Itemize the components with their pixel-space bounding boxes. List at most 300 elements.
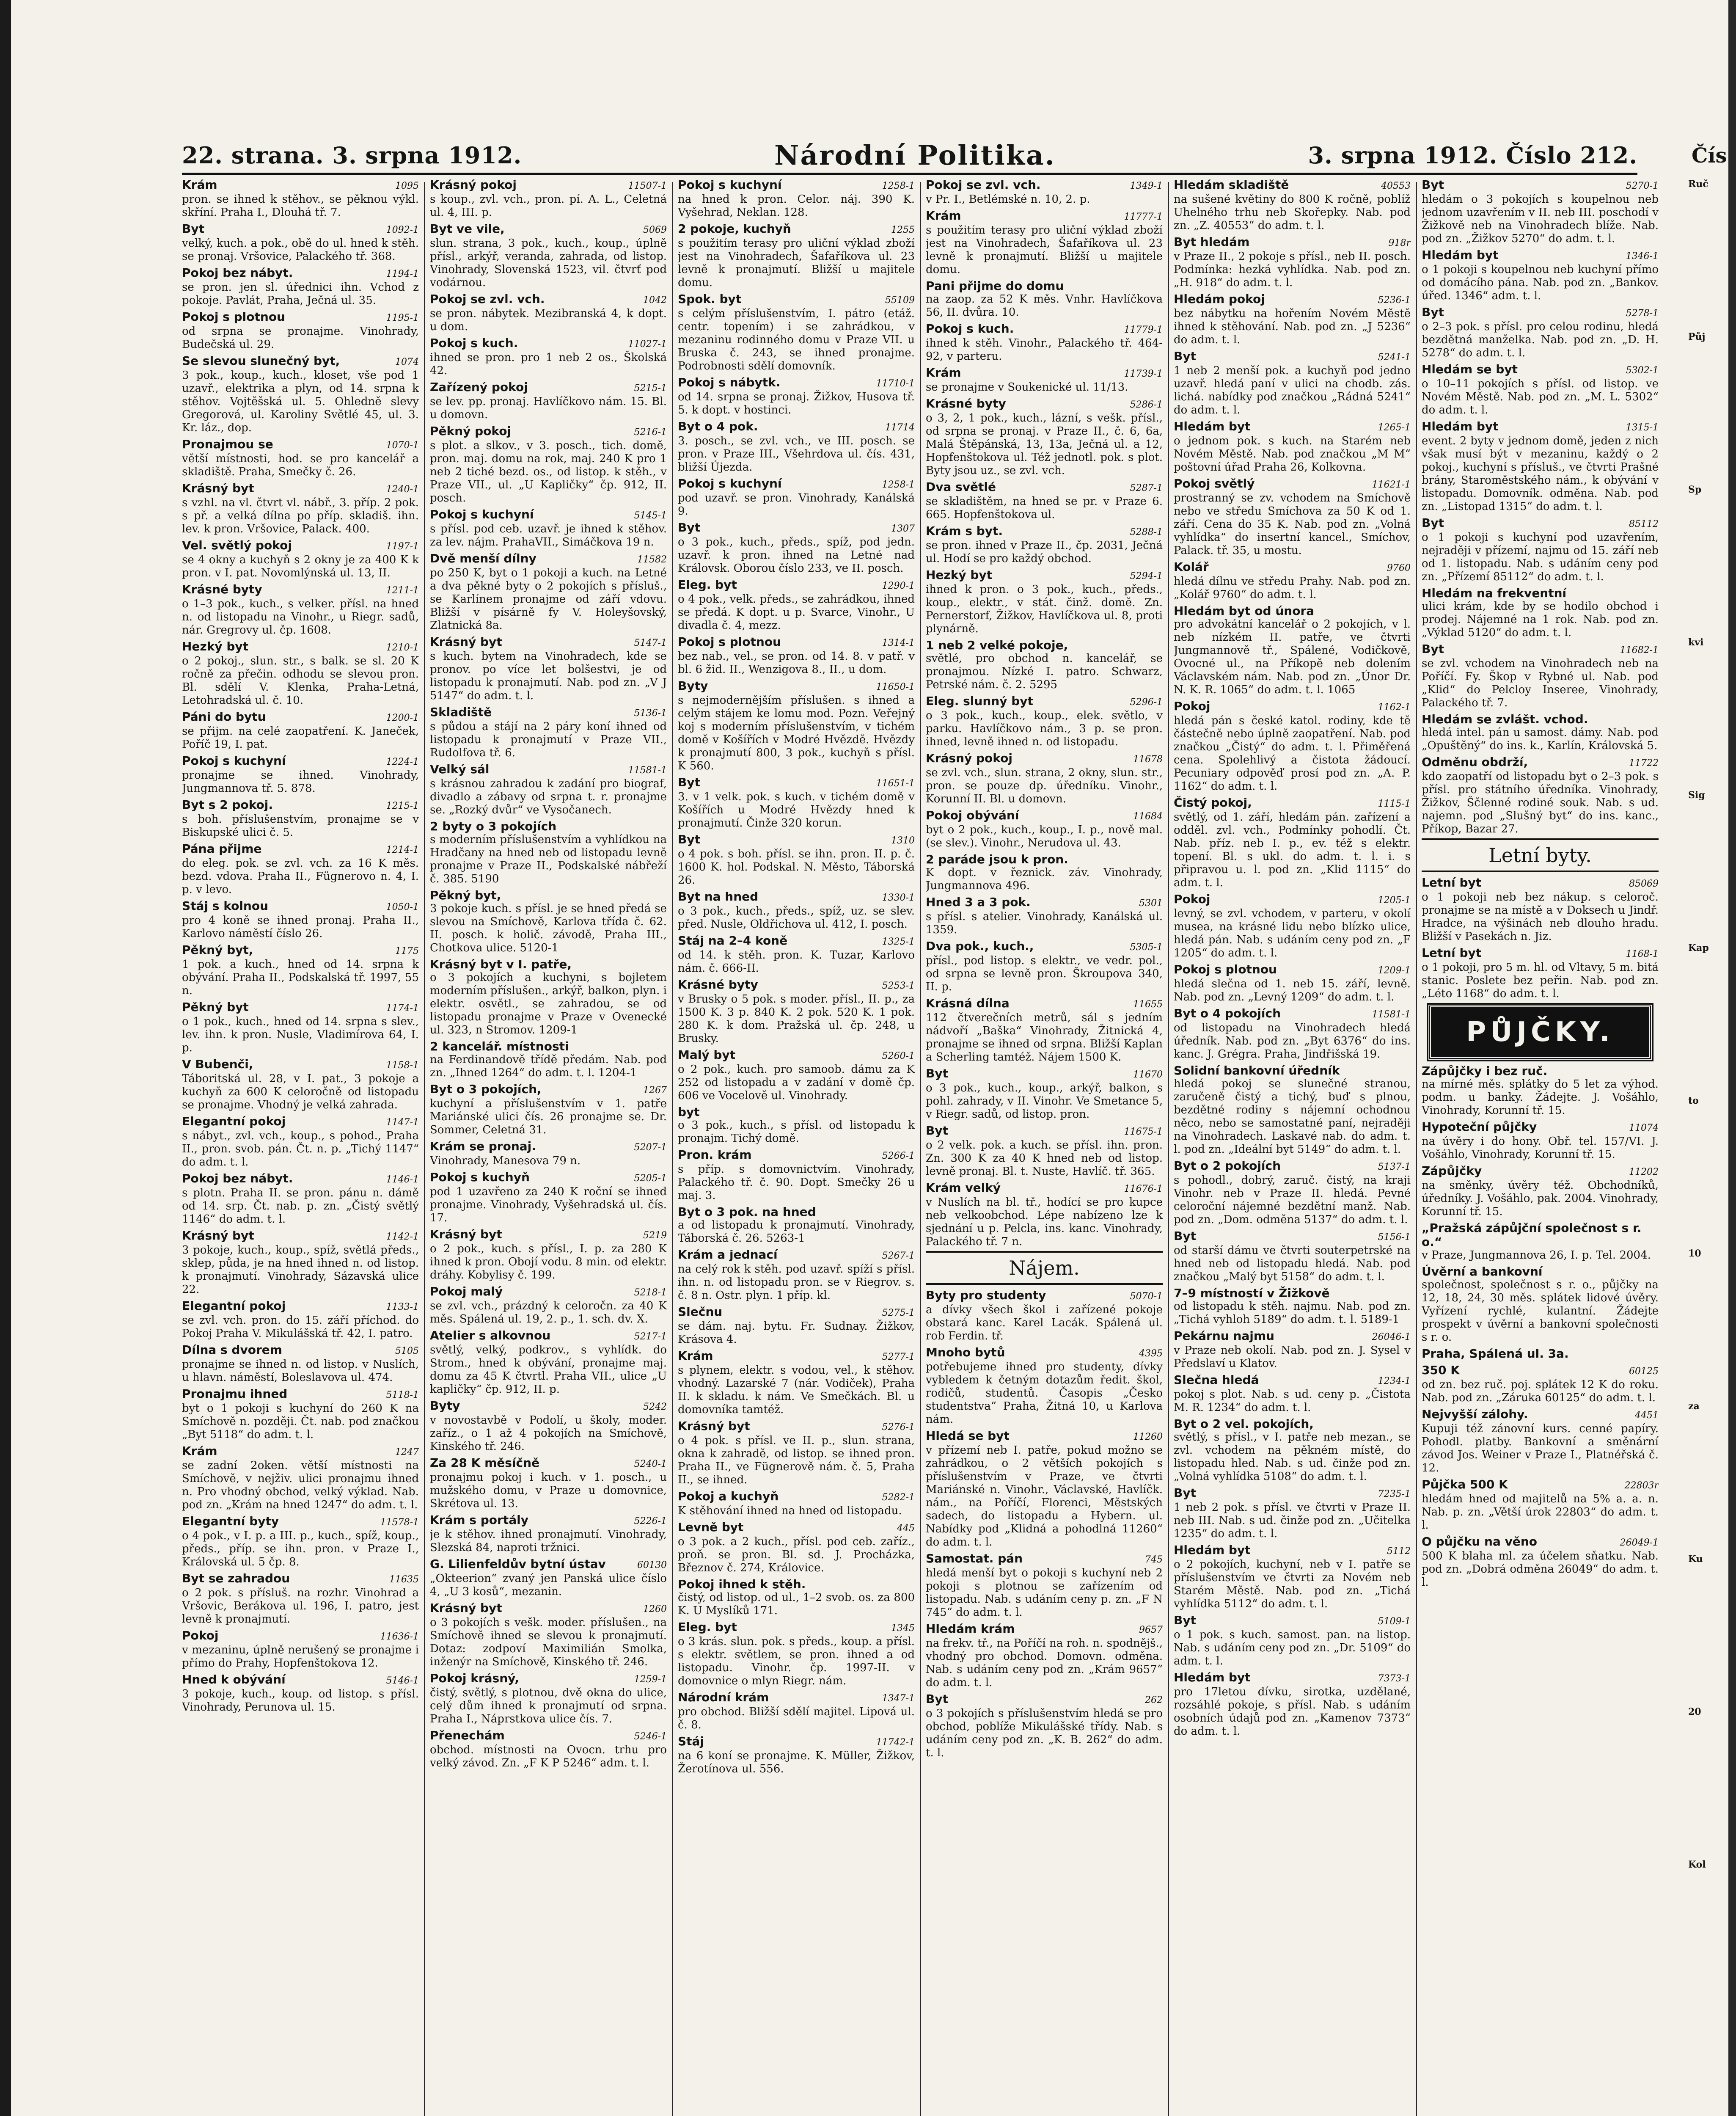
classified-columns [182,178,1659,2116]
classified-ad [182,354,419,435]
ad-column-2 [430,178,667,2116]
classified-ad [1422,419,1659,513]
ad-number: 5112 [1387,1546,1411,1557]
ad-number: 11710-1 [876,378,915,389]
ad-body: bez nab., vel., se pron. od 14. 8. v patř. v bl. 6 žid. II., Wenzigova 8., II., u dom. [678,650,915,676]
ad-body: hledá dílnu ve středu Prahy. Nab. pod zn. „Kolář 9760“ do adm. t. l. [1174,575,1411,601]
ad-body: se pron. ihned v Praze II., čp. 2031, Ječná ul. Hodí se pro každý obchod. [926,539,1163,565]
ad-body: od zn. bez ruč. poj. splátek 12 K do roku. Nab. pod zn. „Záruka 60125“ do adm. t. l. [1422,1378,1659,1404]
ad-number: 1214-1 [386,845,419,855]
ad-body: s plot. a slkov., v 3. posch., tich. domě, pron. maj. domu na rok, maj. 240 K pro 1 neb 2 tiché bezd. os., od listop. k stěh., v Praze VII., ul. „U Kapličky“ čp. 912, II. posch. [430,439,667,504]
ad-number: 5069 [643,225,667,235]
ad-headline: Byt [1422,178,1444,192]
ad-number: 1234-1 [1378,1376,1411,1386]
ad-headline-row [182,538,419,554]
ad-headline-row [182,842,419,857]
ad-headline-row [678,419,915,435]
ad-headline-row [926,397,1163,412]
ad-headline: Krásný byt v I. patře, [430,957,572,971]
ad-headline: Pokoj s kuchyní [678,178,782,192]
ad-number: 11676-1 [1124,1184,1163,1194]
ad-body: s použitím terasy pro uliční výklad zboží jest na Vinohradech, Šafaříkova ul. 23 levně k pronajmutí. Bližší u majitele domu. [926,224,1163,276]
scan-edge-right [1728,0,1736,2116]
ad-body: o 3 pok., kuch., předs., spíž, uz. se slev. před. Nusle, Oldřichova ul. 412, I. posch. [678,905,915,931]
ad-headline: Byt ve vile, [430,222,505,236]
classified-ad [678,1489,915,1518]
ad-body: pro obchod. Bližší sdělí majitel. Lipová ul. č. 8. [678,1705,915,1731]
masthead-rule [182,173,1637,175]
classified-ad [926,895,1163,937]
ad-headline-row [1422,946,1659,961]
ad-headline-row [1174,699,1411,714]
ad-headline-row [182,639,419,655]
ad-number: 1050-1 [386,902,419,912]
classified-ad [678,978,915,1045]
ad-number: 11621-1 [1372,479,1411,490]
ad-headline: Skladiště [430,705,492,719]
classified-ad [182,310,419,351]
ad-headline-row [430,1082,667,1097]
ad-number: 1168-1 [1626,949,1659,959]
ad-headline: Byt [1174,1486,1196,1500]
classified-ad [430,1082,667,1137]
classified-ad [182,710,419,751]
ad-headline-row [182,354,419,369]
ad-headline: Atelier s alkovnou [430,1328,551,1342]
ad-headline-row [1174,1417,1411,1431]
ad-headline-row [1174,178,1411,193]
ad-number: 1210-1 [386,642,419,653]
ad-body: hledá intel. pán u samost. dámy. Nab. pod „Opuštěný“ do ins. k., Karlín, Královská 5. [1422,726,1659,752]
scan-edge-left [0,0,11,2116]
ad-headline: Samostat. pán [926,1551,1023,1565]
ad-headline-row [430,222,667,237]
ad-headline-row [1174,1613,1411,1628]
classified-ad [182,1000,419,1055]
ad-body: 3 pokoje, kuch., koup., spíž, světlá předs., sklep, půda, je na hned ihned n. od listop. k pronajmutí. Vinohrady, Sázavská ulice 22. [182,1244,419,1296]
classified-ad [1422,712,1659,752]
ad-body: je k stěhov. ihned pronajmutí. Vinohrady, Slezská 84, naproti tržnici. [430,1528,667,1554]
ad-body: v Praze II., 2 pokoje s přísl., neb II. posch. Podmínka: hezká vyhlídka. Nab. pod zn. „H. 918“ do adm. t. l. [1174,250,1411,289]
ad-number: 5253-1 [882,981,915,991]
ad-body: 3 pokoje kuch. s přísl. je se hned předá se slevou na Smíchově, Karlova třída č. 62. II. posch. k holič. závodě, Praha III., Chotkova ulice. 5120-1 [430,902,667,954]
ad-headline: Hledám byt [1174,419,1251,433]
classified-ad [678,775,915,830]
ad-body: hledá slečna od 1. neb 15. září, levně. Nab. pod zn. „Levný 1209“ do adm. t. l. [1174,978,1411,1003]
classified-ad [430,819,667,886]
ad-body: pronajme se ihned. Vinohrady, Jungmannova tř. 5. 878. [182,769,419,795]
ad-headline-row [430,336,667,351]
ad-headline-row [926,1551,1163,1567]
ad-number: 1158-1 [386,1060,419,1071]
classified-ad [430,1728,667,1770]
ad-headline-row [182,798,419,813]
ad-body: o 3 pok., kuch., s přísl. od listopadu k pronajm. Tichý domě. [678,1119,915,1145]
ad-headline: Hezký byt [182,639,249,653]
ad-body: ulici krám, kde by se hodilo obchod i prodej. Nájemné na 1 rok. Nab. pod zn. „Výklad 5120“ do adm. t. l. [1422,600,1659,639]
ad-headline-row [678,1419,915,1434]
ad-headline: Byt s 2 pokoj. [182,798,273,812]
ad-headline-row [926,996,1163,1011]
next-page-fragment-line: Půj [1688,331,1706,342]
ad-headline-row [182,1571,419,1587]
classified-ad [182,178,419,219]
ad-body: potřebujeme ihned pro studenty, dívky vybledem k četným dotazům ředit. škol, rodičů, studentů. Časopis „Česko studentstva“ Praha, Žitná 10, u Karlova nám. [926,1361,1163,1426]
ad-column-4 [926,178,1163,2116]
ad-headline-row [1422,1064,1659,1078]
classified-ad [1174,1486,1411,1540]
ad-number: 7373-1 [1378,1673,1411,1684]
classified-ad [1422,755,1659,836]
ad-number: 1115-1 [1378,799,1411,809]
ad-number: 1240-1 [386,484,419,495]
ad-number: 11650-1 [876,682,915,692]
ad-headline-row [678,1520,915,1535]
ad-number: 9657 [1139,1625,1163,1635]
ad-number: 5146-1 [386,1675,419,1686]
next-page-fragment-line: 20 [1688,1706,1701,1717]
ad-headline: Byt o 3 pokojích, [430,1082,542,1096]
ad-headline: O půjčku na věno [1422,1535,1538,1548]
ad-number: 5216-1 [634,427,667,438]
ad-number: 1146-1 [386,1174,419,1185]
ad-headline: Pána přijme [182,842,262,856]
ad-body: s nejmodernějším příslušen. s ihned a celým stájem ke lomu mod. Pozn. Veřejný koj s moderním příslušenstvím, v tichém domě v Košířích v Modré Hvězdě. Hvězdy k pronajmutí 800, 3 pok., kuchyň s přísl. K 560. [678,694,915,772]
ad-headline-row [678,1048,915,1063]
ad-body: o 1 pokoji s koupelnou neb kuchyní přímo od domácího pána. Nab. pod zn. „Bankov. úřed. 1346“ adm. t. l. [1422,263,1659,302]
ad-body: v novostavbě v Podolí, u školy, moder. zaříz., o 1 až 4 pokojích na Smíchově, Kinského tř. 246. [430,1414,667,1453]
classified-ad [182,538,419,580]
ad-number: 11682-1 [1620,645,1659,656]
classified-ad [182,266,419,307]
ad-number: 1211-1 [386,585,419,596]
ad-headline: Malý byt [678,1048,736,1062]
ad-headline: Pokoj se zvl. vch. [430,292,545,306]
ad-number: 22803r [1624,1480,1659,1491]
ad-headline-row [1422,1407,1659,1422]
classified-ad [182,222,419,263]
ad-number: 55109 [885,295,915,306]
ad-number: 5301 [1139,898,1163,909]
ad-headline-row [678,1734,915,1750]
ad-headline-row [182,1343,419,1358]
classified-ad [926,1181,1163,1248]
ad-body: o 1 pokoji s kuchyní pod uzavřením, nejraději v přízemí, najmu od 15. září neb od 1. listopadu. Nab. s udáním ceny pod zn. „Přízemí 85112“ do adm. t. l. [1422,531,1659,583]
next-page-fragment-line: za [1688,1401,1700,1412]
ad-headline: Pokoj s plotnou [182,310,285,324]
ad-headline: Byt se zahradou [182,1571,290,1585]
ad-body: pod uzavř. se pron. Vinohrady, Kanálská 9. [678,492,915,518]
classified-ad [926,1429,1163,1549]
classified-ad [1174,796,1411,890]
ad-headline-row [1422,362,1659,377]
ad-body: o 3 pokojích s příslušenstvím hledá se pro obchod, poblíže Mikulášské třídy. Nab. s udáním ceny pod zn. „K. B. 262“ do adm. t. l. [926,1707,1163,1759]
ad-body: s plotn. Praha II. se pron. pánu n. dámě od 14. srp. Čt. nab. p. zn. „Čistý světlý 1146“ do adm. t. l. [182,1187,419,1226]
ad-number: 1174-1 [386,1003,419,1014]
ad-body: slun. strana, 3 pok., kuch., koup., úplně přísl., arkýř, veranda, zahrada, od listop. Vinohrady, Slovenská 1523, vil. čtvrť pod vodárnou. [430,237,667,289]
ad-body: od 14. srpna se pronaj. Žižkov, Husova tř. 5. k dopt. v hostinci. [678,391,915,416]
classified-ad [182,798,419,839]
ad-number: 1224-1 [386,757,419,767]
classified-ad [926,480,1163,521]
ad-number: 1267 [643,1085,667,1096]
ad-headline-row [926,852,1163,866]
ad-headline-row [1174,1159,1411,1174]
ad-body: větší místnosti, hod. se pro kancelář a skladiště. Praha, Smečky č. 26. [182,452,419,478]
ad-headline: Byt o 3 pok. na hned [678,1205,816,1219]
classified-ad [678,1048,915,1102]
ad-number: 85112 [1629,519,1659,529]
ad-headline-row [678,1690,915,1705]
ad-number: 26049-1 [1620,1537,1659,1548]
ad-body: ihned k stěh. Vinohr., Palackého tř. 464-92, v parteru. [926,337,1163,363]
classified-ad [1174,1329,1411,1370]
ad-headline: 7–9 místností v Žižkově [1174,1286,1330,1300]
classified-ad [430,1139,667,1168]
ad-body: bez nábytku na hořením Novém Městě ihned k stěhování. Nab. pod zn. „J 5236“ do adm. t. l. [1174,307,1411,346]
ad-headline: Krám se pronaj. [430,1139,536,1153]
ad-number: 5276-1 [882,1422,915,1433]
ad-headline-row [430,424,667,439]
ad-headline: Byty [430,1399,460,1413]
ad-body: o 4 pok. s přísl. ve II. p., slun. strana, okna k zahradě, od listop. se ihned pron. Praha II., ve Fügnerově nám. č. 5, Praha II., se ihned. [678,1434,915,1486]
classified-ad [1174,178,1411,232]
ad-headline-row [678,222,915,237]
classified-ad [1422,362,1659,417]
ad-body: o 3 krás. slun. pok. s předs., koup. a přísl. s elektr. světlem, se pron. ihned a od listopadu. Vinohr. čp. 1997-II. v domovnice o mlyn Riegr. nám. [678,1635,915,1687]
ad-headline-row [182,943,419,958]
ad-headline-row [430,380,667,395]
ad-headline-row [182,222,419,237]
ad-body: o 2 pokojích, kuchyní, neb v I. patře se příslušenstvím ve čtvrti za Novém neb Starém Městě. Nab. pod zn. „Tichá vyhlídka 5112“ do adm. t. l. [1174,1558,1411,1610]
classified-ad [926,1066,1163,1121]
ad-number: 4451 [1635,1410,1659,1421]
ad-body: hledá pokoj se slunečné stranou, zaručeně čistý a tichý, buď s plnou, bezdětné rodiny s nájemní ochodnou něco, nebo se samostatné paní, nejraději na Vinohradech. Laskavé nab. do adm. t. l. pod zn. „Ideální byt 5149“ do adm. t. l. [1174,1077,1411,1156]
ad-body: o 4 pok., velk. předs., se zahrádkou, ihned se předá. K dopt. u p. Svarce, Vinohr., U divadla č. 4, mezz. [678,593,915,632]
column-rule [1416,182,1417,2116]
ad-headline: Pokoj světlý [1174,477,1255,490]
ad-number: 11581-1 [628,765,667,776]
ad-column-3 [678,178,915,2116]
ad-headline: 2 paráde jsou k pron. [926,852,1068,866]
ad-headline-row [678,477,915,492]
ad-headline-row [1422,1221,1659,1249]
classified-ad [678,578,915,632]
ad-body: pronajme se ihned n. od listop. v Nuslích, u hlavn. náměstí, Boleslavova ul. 474. [182,1358,419,1384]
ad-headline: Hledám byt od února [1174,604,1315,618]
ad-number: 5226-1 [634,1516,667,1526]
ad-headline: Krásné byty [678,978,758,992]
classified-ad [1174,699,1411,793]
ad-headline: Dvě menší dílny [430,551,536,565]
ad-headline: Stáj [678,1734,704,1748]
ad-body: kdo zaopatří od listopadu byt o 2–3 pok. s přísl. pro státního úředníka. Vinohrady, Žižkov, Ščlenné rodiné souk. Nab. s ud. najemn. pod „Slušný byt“ do ins. kanc., Příkop, Bazar 27. [1422,770,1659,835]
classified-ad [678,1419,915,1487]
ad-headline: G. Lilienfeldův bytní ústav [430,1557,606,1571]
classified-ad [182,1114,419,1169]
ad-column-1 [182,178,419,2116]
ad-headline-row [182,1444,419,1459]
ad-headline: Pěkný byt, [430,888,501,902]
classified-ad [182,754,419,795]
ad-number: 5137-1 [1378,1162,1411,1172]
ad-headline: Krásný byt [430,635,502,649]
ad-number: 5118-1 [386,1390,419,1400]
ad-body: kuchyní a příslušenstvím v 1. patře Mariánské ulici čís. 26 pronajme se. Dr. Sommer, Celetná 31. [430,1097,667,1136]
classified-ad [430,1227,667,1282]
ad-body: hledám o 3 pokojích s koupelnou neb jednom uzavřením v II. neb III. poschodí v Žižkově neb na Vinohradech blíže. Nab. pod zn. „Žižkov 5270“ do adm. t. l. [1422,193,1659,245]
ad-body: na 6 koní se pronajme. K. Müller, Žižkov, Žerotínova ul. 556. [678,1750,915,1775]
ad-number: 1162-1 [1378,702,1411,713]
ad-number: 1260 [643,1604,667,1615]
ad-number: 1194-1 [386,269,419,279]
ad-number: 5070-1 [1130,1291,1163,1302]
classified-ad [678,1734,915,1776]
ad-headline-row [1174,292,1411,307]
ad-headline: Byt [678,775,700,789]
ad-headline: Pěkný pokoj [430,424,512,438]
classified-ad [182,1229,419,1296]
ad-headline: Hledám byt [1174,1543,1251,1557]
ad-headline: Byt [1422,516,1444,530]
classified-ad [430,336,667,377]
classified-ad [1422,1407,1659,1475]
ad-number: 5286-1 [1130,400,1163,410]
ad-number: 1346-1 [1626,251,1659,262]
column-rule [920,182,921,2116]
ad-headline: Byt o 2 vel. pokojích, [1174,1417,1314,1431]
ad-headline-row [678,679,915,694]
classified-ad [1174,477,1411,557]
ad-body: s kuch. bytem na Vinohradech, kde se pronov. po více let bolšestvi, je od listopadu k pronajmutí. Nab. pod zn. „V J 5147“ do adm. t. l. [430,650,667,702]
section-banner: PŮJČKY. [1428,1005,1651,1060]
ad-headline-row [430,507,667,523]
ad-number: 11722 [1629,758,1659,769]
classified-ad [1174,1417,1411,1483]
ad-number: 5287-1 [1130,483,1163,493]
classified-ad [678,1105,915,1145]
ad-headline-row [1422,1120,1659,1135]
ad-headline: Eleg. slunný byt [926,694,1033,708]
ad-body: čistý, od listop. od ul., 1–2 svob. os. za 800 K. U Myslíků 171. [678,1591,915,1617]
ad-number: 5288-1 [1130,527,1163,537]
ad-body: světlý, s přísl., v I. patře neb mezan., se zvl. vchodem na pěkném místě, do listopadu hled. Nab. s ud. činže pod zn. „Volná vyhlídka 5108“ do adm. t. l. [1174,1431,1411,1483]
ad-body: do eleg. pok. se zvl. vch. za 16 K měs. bezd. vdova. Praha II., Fügnerovo n. 4, I. p. v levo. [182,857,419,896]
ad-headline-row [1422,1363,1659,1378]
ad-body: pod 1 uzavřeno za 240 K roční se ihned pronajme. Vinohrady, Vyšehradská ul. čís. 17. [430,1185,667,1224]
classified-ad [678,222,915,289]
ad-headline-row [430,819,667,833]
ad-number: 1205-1 [1378,895,1411,906]
ad-headline: Byt o 4 pokojích [1174,1006,1281,1020]
classified-ad [1174,892,1411,960]
classified-ad [926,279,1163,319]
ad-number: 1310 [891,835,915,846]
ad-headline-row [1174,1286,1411,1300]
ad-number: 9760 [1387,563,1411,573]
ad-body: se skladištěm, na hned se pr. v Praze 6. 665. Hopfenštokova ul. [926,495,1163,521]
ad-headline: Zápůjčky i bez ruč. [1422,1064,1548,1078]
classified-ad [1174,1670,1411,1738]
ad-headline: Krám [926,366,961,380]
ad-number: 1133-1 [386,1302,419,1312]
classified-ad [1422,876,1659,943]
ad-headline: Eleg. byt [678,1620,737,1634]
ad-number: 11651-1 [876,778,915,789]
ad-number: 1258-1 [882,181,915,191]
ad-headline-row [1174,1543,1411,1558]
ad-body: o 2 pok. s přísluš. na rozhr. Vinohrad a Vršovic, Berákova ul. 196, I. patro, jest levně k pronajmutí. [182,1587,419,1626]
ad-headline-row [430,1139,667,1154]
classified-ad [926,524,1163,565]
classified-ad [678,934,915,975]
ad-number: 11027-1 [628,339,667,350]
ad-headline-row [678,1148,915,1163]
ad-body: „Okteerion“ zvaný jen Panská ulice číslo 4, „U 3 kosů“, mezanin. [430,1572,667,1598]
ad-headline: Pronajmu ihned [182,1387,288,1401]
ad-body: se zvl. vch. pron. do 15. září příchod. do Pokoj Praha V. Mikulášská tř. 42, I. patro. [182,1314,419,1340]
ad-body: 3 pok., koup., kuch., kloset, vše pod 1 uzavř., elektrika a plyn, od 14. srpna k stěhov. Vojtěšská ul. 5. Ohledně slevy Gregorová, ul. Karoliny Světlé 45, ul. 3. Kr. láz., dop. [182,369,419,434]
classified-ad [430,1399,667,1453]
ad-headline: Čistý pokoj, [1174,796,1252,810]
ad-headline: Pokoj obývání [926,808,1019,822]
ad-headline: Hledám se byt [1422,362,1518,376]
classified-ad [1422,248,1659,303]
ad-headline: Úvěrní a bankovní [1422,1265,1543,1278]
ad-headline: Kolář [1174,560,1209,574]
section-heading: Nájem. [926,1251,1163,1285]
ad-headline-row [430,1227,667,1243]
ad-body: a dívky všech škol i zařízené pokoje obstará kanc. Karel Lacák. Spálená ul. rob Ferdin. tř. [926,1303,1163,1342]
classified-ad [678,1577,915,1617]
ad-number: 11684 [1133,811,1163,822]
ad-body: se zvl. vchodem na Vinohradech neb na Poříčí. Fy. Škop v Rybné ul. Nab. pod „Klid“ do Pelcloy Inseree, Vinohrady, Palackého tř. 7. [1422,657,1659,709]
ad-headline: Pěkný byt [182,1000,249,1014]
ad-body: se pron. nábytek. Mezibranská 4, k dopt. u dom. [430,307,667,333]
ad-headline-row [678,1489,915,1504]
ad-headline-row [182,1387,419,1402]
ad-headline-row [1422,1535,1659,1550]
ad-headline: Pokoj bez nábyt. [182,266,293,280]
ad-headline-row [1174,604,1411,618]
ad-number: 1197-1 [386,541,419,552]
ad-number: 1265-1 [1378,422,1411,433]
ad-headline: Krám s byt. [926,524,1003,538]
classified-ad [926,366,1163,394]
ad-headline: Byt [1422,305,1444,319]
ad-body: na Ferdinandově třídě předám. Nab. pod zn. „Ihned 1264“ do adm. t. l. 1204-1 [430,1053,667,1079]
ad-body: o 1 pokoji neb bez nákup. s celoroč. pronajme se na místě a v Doksech u Jindř. Hradce, na výšinách neb dlouho hradu. Bližší v Pasekách n. Jiz. [1422,891,1659,943]
ad-column-5 [1174,178,1411,2116]
classified-ad [926,1288,1163,1343]
classified-ad [1174,1286,1411,1326]
ad-number: 1258-1 [882,479,915,490]
ad-headline: Krám [926,209,961,223]
ad-headline: Elegantní pokoj [182,1114,286,1128]
ad-headline-row [678,890,915,905]
ad-headline-row [926,366,1163,381]
ad-headline-row [678,1577,915,1591]
ad-headline: Krásný byt [182,1229,254,1243]
ad-body: o 2 pok., kuch. s přísl., I. p. za 280 K ihned k pron. Obojí vodu. 8 min. od elektr. dráhy. Kobylisy č. 199. [430,1243,667,1281]
ad-headline: Pokoj se zvl. vch. [926,178,1041,192]
ad-body: ihned se pron. pro 1 neb 2 os., Školská 42. [430,351,667,377]
classified-ad [182,1343,419,1384]
classified-ad [1174,1159,1411,1226]
ad-headline-row [430,551,667,567]
section-heading: Letní byty. [1422,838,1659,872]
ad-headline-row [182,1114,419,1130]
